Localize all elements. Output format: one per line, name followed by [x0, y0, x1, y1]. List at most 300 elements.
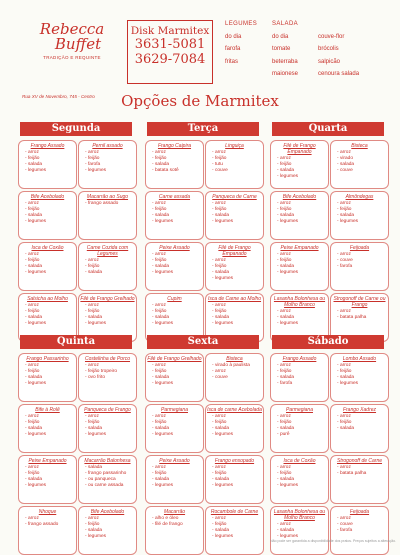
side-item: - tutu [212, 162, 263, 168]
side-item: - feijão [85, 264, 136, 270]
salada-item: maionese [272, 71, 299, 77]
side-item: - legumes [25, 432, 76, 438]
dish-card[interactable] [18, 455, 77, 504]
header [0, 0, 400, 99]
side-item: - salada [152, 213, 203, 219]
side-list [146, 516, 203, 528]
dish-title: Peixe Empanado [280, 245, 319, 251]
side-item: - salada [212, 213, 263, 219]
page-title: Opções de Marmitex [121, 92, 279, 110]
dish-title: Macarrão [163, 509, 186, 515]
dish-card[interactable] [330, 506, 389, 555]
side-item: - feijão [25, 369, 76, 375]
side-item: - virado à paulista [212, 363, 263, 369]
dish-card[interactable] [78, 455, 137, 504]
side-item: - legumes [277, 270, 328, 276]
side-list [19, 363, 76, 387]
side-item: - feijão [25, 156, 76, 162]
side-list [331, 309, 388, 321]
side-item: - farofa [337, 264, 388, 270]
side-item: - couve [337, 168, 388, 174]
side-list [146, 150, 203, 174]
side-item: - frango passarinho [85, 471, 136, 477]
day-header: Segunda [20, 122, 132, 136]
side-item: - legumes [277, 321, 328, 327]
side-list [331, 201, 388, 225]
side-item: - arroz [277, 201, 328, 207]
dish-title: Macarrão Balonhesa [84, 458, 131, 464]
side-item: - arroz [212, 303, 263, 309]
side-item: - arroz [25, 150, 76, 156]
side-item: - feijão [212, 522, 263, 528]
dish-title: Peixe Assado [159, 245, 190, 251]
dish-title: Isca de carne Acebolada [207, 407, 262, 413]
side-list [79, 465, 136, 489]
side-list [271, 156, 328, 180]
side-list [206, 465, 263, 489]
dish-title: Lasanha Bolonhesa ou Molho Branco [273, 296, 326, 308]
day-header: Quarta [272, 122, 384, 136]
side-item: - salada [25, 264, 76, 270]
dish-card[interactable] [18, 242, 77, 291]
dish-title: Bife Acebolado [30, 194, 65, 200]
dish-title: Carne Cozida com Legumes [86, 245, 129, 257]
side-item: - salada [212, 315, 263, 321]
side-item: - salada [85, 270, 136, 276]
dish-card[interactable] [205, 191, 264, 240]
side-item: - feijão [212, 471, 263, 477]
dish-card[interactable] [78, 242, 137, 291]
dish-title: Panqueca de Frango [84, 407, 131, 413]
side-item: - salada [337, 375, 388, 381]
dish-title: Panqueca de Carne [212, 194, 257, 200]
side-item: - arroz [85, 303, 136, 309]
side-list [146, 465, 203, 489]
salada-item: do dia [272, 33, 289, 40]
side-item: - arroz [85, 258, 136, 264]
side-item: - arroz [277, 156, 328, 162]
side-item: - arroz [277, 252, 328, 258]
legumes-list [225, 18, 257, 68]
side-list [271, 309, 328, 327]
side-item: - arroz [277, 309, 328, 315]
side-list [331, 414, 388, 432]
side-item: - salada [212, 528, 263, 534]
side-item: - arroz [85, 363, 136, 369]
side-item: - legumes [152, 483, 203, 489]
side-list [146, 303, 203, 327]
dish-card[interactable] [205, 455, 264, 504]
dish-title: Frango Passarinho [26, 356, 69, 362]
side-item: - feijão [212, 156, 263, 162]
dish-card[interactable] [18, 353, 77, 402]
side-item: - feijão [337, 207, 388, 213]
legume-item: fritas [225, 58, 239, 65]
side-item: - virado [337, 156, 388, 162]
address: Rua XV de Novembro, 745 - Centro [22, 94, 95, 99]
side-item: - feijão [85, 420, 136, 426]
side-list [79, 258, 136, 276]
side-item: - legumes [152, 381, 203, 387]
side-item: - feijão tropeiro [85, 369, 136, 375]
side-item: - legumes [25, 381, 76, 387]
dish-card[interactable] [18, 140, 77, 189]
side-item: - legumes [85, 321, 136, 327]
side-list [146, 363, 203, 387]
legumes-title: LEGUMES [225, 21, 258, 27]
side-item: - arroz [25, 201, 76, 207]
dish-title: Filé de Frango Empanado [283, 143, 316, 155]
day-header: Sexta [147, 335, 259, 349]
dish-card[interactable] [145, 140, 204, 189]
salada-list-1 [272, 18, 298, 81]
dish-title: Strogonoff de Carne [336, 458, 383, 464]
side-item: - couve [337, 522, 388, 528]
side-item: - arroz [85, 516, 136, 522]
side-item: - legumes [152, 219, 203, 225]
dish-card[interactable] [205, 140, 264, 189]
dish-title: Nhoque [38, 509, 57, 515]
dish-title: Frango ensopado [214, 458, 255, 464]
side-item: - salada [277, 315, 328, 321]
side-item: - feijão [25, 207, 76, 213]
side-item: - legumes [212, 432, 263, 438]
salada-item: beterraba [272, 58, 298, 65]
side-item: - arroz [337, 363, 388, 369]
side-item: - legumes [152, 432, 203, 438]
side-item: - batata palha [337, 315, 388, 321]
dish-card[interactable] [270, 455, 329, 504]
side-item: - batata sotê [152, 168, 203, 174]
side-item: - arroz [277, 363, 328, 369]
dish-card[interactable] [270, 404, 329, 453]
dish-card[interactable] [330, 353, 389, 402]
side-list [19, 465, 76, 489]
day-header: Quinta [20, 335, 132, 349]
side-list [271, 252, 328, 276]
side-item: - salada [25, 315, 76, 321]
side-item: - legumes [212, 483, 263, 489]
side-item: - salada [85, 315, 136, 321]
side-item: - salada [152, 375, 203, 381]
dish-card[interactable] [18, 191, 77, 240]
side-item: - arroz [277, 414, 328, 420]
side-list [206, 201, 263, 225]
side-item: - frango assado [25, 522, 76, 528]
dish-card[interactable] [330, 140, 389, 189]
side-item: - arroz [25, 414, 76, 420]
side-list [146, 201, 203, 225]
side-item: - farofa [337, 528, 388, 534]
dish-title: Bisteca [226, 356, 243, 362]
side-list [331, 150, 388, 174]
side-item: - ovo frito [85, 375, 136, 381]
side-item: - arroz [25, 363, 76, 369]
side-item: - feijão [277, 162, 328, 168]
dish-card[interactable] [330, 455, 389, 504]
dish-card[interactable] [270, 242, 329, 291]
side-item: - salada [337, 162, 388, 168]
side-item: - legumes [277, 174, 328, 180]
dish-card[interactable] [330, 404, 389, 453]
side-item: - legumes [212, 276, 263, 282]
side-item: - salada [152, 315, 203, 321]
side-item: - feijão [152, 471, 203, 477]
phone-2[interactable]: 3629-7084 [134, 52, 206, 67]
side-item: - legumes [25, 270, 76, 276]
dish-card[interactable] [78, 353, 137, 402]
side-list [206, 258, 263, 282]
side-item: - arroz [277, 522, 328, 528]
dish-card[interactable] [205, 242, 264, 291]
salada-list-2 [318, 31, 359, 81]
side-list [206, 516, 263, 540]
dish-title: Lasanha Bolonhesa ou Molho Branco [273, 509, 326, 521]
side-item: - salada [25, 162, 76, 168]
salada-item: salpicão [318, 58, 341, 65]
dish-card[interactable] [78, 506, 137, 555]
side-item: - legumes [25, 483, 76, 489]
side-list [331, 252, 388, 270]
dish-card[interactable] [145, 353, 204, 402]
side-item: - salada [152, 264, 203, 270]
dish-card[interactable] [78, 404, 137, 453]
side-item: - feijão [85, 309, 136, 315]
side-item: - legumes [85, 534, 136, 540]
side-item: - feijão [337, 420, 388, 426]
logo-name-2: Buffet [54, 35, 102, 53]
side-list [206, 150, 263, 174]
dish-title: Frango Assado [30, 143, 65, 149]
dish-card[interactable] [145, 455, 204, 504]
side-list [271, 522, 328, 540]
dish-card[interactable] [18, 506, 77, 555]
dish-title: Parmegiana [286, 407, 313, 413]
day-header: Sábado [272, 335, 384, 349]
side-list [19, 201, 76, 225]
dish-card[interactable] [270, 353, 329, 402]
dish-title: Costelinha de Porco [84, 356, 131, 362]
side-item: - salada [337, 213, 388, 219]
side-item: - arroz [212, 414, 263, 420]
side-item: - feijão [337, 369, 388, 375]
side-item: - legumes [85, 432, 136, 438]
side-list [19, 252, 76, 276]
side-item: - arroz [337, 201, 388, 207]
side-item: - purê [277, 432, 328, 438]
phone-1[interactable]: 3631-5081 [134, 37, 206, 52]
side-item: - salada [277, 168, 328, 174]
side-item: - feijão [277, 471, 328, 477]
dish-title: Lombo Assado [342, 356, 377, 362]
side-item: - salada [25, 213, 76, 219]
side-item: - salada [277, 213, 328, 219]
dish-title: Isca de Coxão [31, 245, 64, 251]
dish-card[interactable] [270, 506, 329, 555]
footer-note: Não pode ser garantida a disponibilidade dos pratos. Preços sujeitos a alteração. [270, 539, 396, 543]
side-item: - arroz [212, 150, 263, 156]
side-item: - arroz [25, 516, 76, 522]
side-item: - feijão [212, 420, 263, 426]
dish-card[interactable] [205, 506, 264, 555]
side-item: - salada [25, 426, 76, 432]
side-item: - feijão [25, 309, 76, 315]
salada-title: SALADA [272, 21, 299, 27]
side-item: - arroz [152, 363, 203, 369]
side-item: - feijão [277, 207, 328, 213]
side-list [146, 252, 203, 276]
side-item: - arroz [212, 369, 263, 375]
side-item: - feijão [152, 369, 203, 375]
side-item: - legumes [152, 321, 203, 327]
side-item: - arroz [337, 465, 388, 471]
side-item: - arroz [212, 465, 263, 471]
side-item: - legumes [25, 168, 76, 174]
dish-card[interactable] [78, 140, 137, 189]
side-item: - arroz [25, 465, 76, 471]
side-item: - arroz [85, 150, 136, 156]
side-item: - feijão [152, 420, 203, 426]
dish-title: Peixe Assado [159, 458, 190, 464]
salada-item: cenoura salada [318, 71, 360, 77]
dish-card[interactable] [270, 191, 329, 240]
logo [22, 22, 122, 100]
dish-card[interactable] [18, 404, 77, 453]
side-item: - farofa [85, 162, 136, 168]
dish-title: Carne assada [158, 194, 191, 200]
side-list [331, 363, 388, 387]
side-item: - arroz [25, 303, 76, 309]
side-item: - salada [277, 264, 328, 270]
side-item: - salada [85, 465, 136, 471]
disk-marmitex-box [127, 20, 213, 84]
side-item: - legumes [212, 219, 263, 225]
side-item: - legumes [212, 321, 263, 327]
dish-card[interactable] [330, 242, 389, 291]
side-list [206, 363, 263, 381]
dish-title: Parmegiana [161, 407, 188, 413]
side-item: - salada [277, 477, 328, 483]
side-item: - feijão [277, 420, 328, 426]
side-list [19, 303, 76, 327]
side-item: - salada [85, 528, 136, 534]
salada-item: brócolis [318, 46, 339, 52]
side-item: - salada [152, 426, 203, 432]
side-item: - legumes [337, 381, 388, 387]
dish-title: Frango Caipira [157, 143, 192, 149]
side-item: - arroz [152, 465, 203, 471]
dish-title: Isca de Coxão [283, 458, 316, 464]
dish-card[interactable] [330, 191, 389, 240]
dish-title: Bife Acebolado [90, 509, 125, 515]
dish-title: Peixe Empanado [28, 458, 67, 464]
day-header: Terça [147, 122, 259, 136]
dish-card[interactable] [78, 191, 137, 240]
side-item: - salada [25, 375, 76, 381]
side-item: - feijão [152, 258, 203, 264]
side-item: - feijão [85, 156, 136, 162]
side-item: - salada [85, 426, 136, 432]
dish-card[interactable] [205, 404, 264, 453]
side-item: - legumes [277, 483, 328, 489]
dish-title: Frango Assado [282, 356, 317, 362]
side-item: - salada [152, 477, 203, 483]
dish-card[interactable] [270, 140, 329, 189]
side-item: - arroz [337, 309, 388, 315]
side-item: - salada [277, 375, 328, 381]
side-item: - arroz [152, 252, 203, 258]
salada-item: couve-flor [318, 33, 345, 40]
side-item: - legumes [277, 534, 328, 540]
side-item: - feijão [212, 309, 263, 315]
side-list [79, 363, 136, 381]
side-item: - salada [152, 162, 203, 168]
dish-title: Macarrão ao Sugo [86, 194, 129, 200]
side-list [271, 465, 328, 489]
side-item: - arroz [212, 516, 263, 522]
side-item: - batata palha [337, 471, 388, 477]
side-list [206, 303, 263, 327]
side-item: - arroz [152, 201, 203, 207]
side-item: - filé de frango [152, 522, 203, 528]
side-item: - farofa [277, 381, 328, 387]
side-item: - salada [212, 270, 263, 276]
side-item: - arroz [337, 252, 388, 258]
dish-title: Frango Xadrez [342, 407, 377, 413]
side-list [271, 363, 328, 387]
dish-title: Isca de Carne ao Molho [207, 296, 262, 302]
dish-card[interactable] [205, 353, 264, 402]
side-item: - salada [277, 426, 328, 432]
side-list [146, 414, 203, 438]
side-item: - arroz [212, 258, 263, 264]
side-list [206, 414, 263, 438]
side-item: - arroz [212, 201, 263, 207]
logo-name-1: Rebecca [39, 20, 105, 38]
side-item: - legumes [25, 321, 76, 327]
dish-card[interactable] [145, 506, 204, 555]
side-item: - legumes [25, 219, 76, 225]
side-item: - feijão [277, 258, 328, 264]
side-list [271, 414, 328, 438]
side-item: - arroz [152, 414, 203, 420]
side-item: - couve [212, 168, 263, 174]
side-item: - couve [337, 258, 388, 264]
dish-card[interactable] [145, 242, 204, 291]
side-item: - salada [337, 426, 388, 432]
dish-title: Bife à Rolê [35, 407, 60, 413]
side-item: - arroz [277, 465, 328, 471]
side-list [79, 150, 136, 174]
side-item: - feijão [152, 156, 203, 162]
side-item: - feijão [25, 420, 76, 426]
side-list [79, 201, 136, 207]
dish-card[interactable] [145, 404, 204, 453]
legume-item: do dia [225, 33, 242, 40]
dish-title: Cupim [167, 296, 182, 302]
dish-title: Bife Acebolado [282, 194, 317, 200]
side-item: - legumes [337, 219, 388, 225]
side-item: - legumes [277, 219, 328, 225]
side-item: - arroz [25, 252, 76, 258]
dish-title: Filé de Frango Grelhado [147, 356, 202, 362]
dish-title: Filé de Frango Grelhado [80, 296, 135, 302]
dish-title: Filé de Frango Empanado [218, 245, 251, 257]
legume-item: farofa [225, 46, 241, 52]
dish-card[interactable] [145, 191, 204, 240]
side-item: - salada [25, 477, 76, 483]
side-item: - legumes [85, 168, 136, 174]
